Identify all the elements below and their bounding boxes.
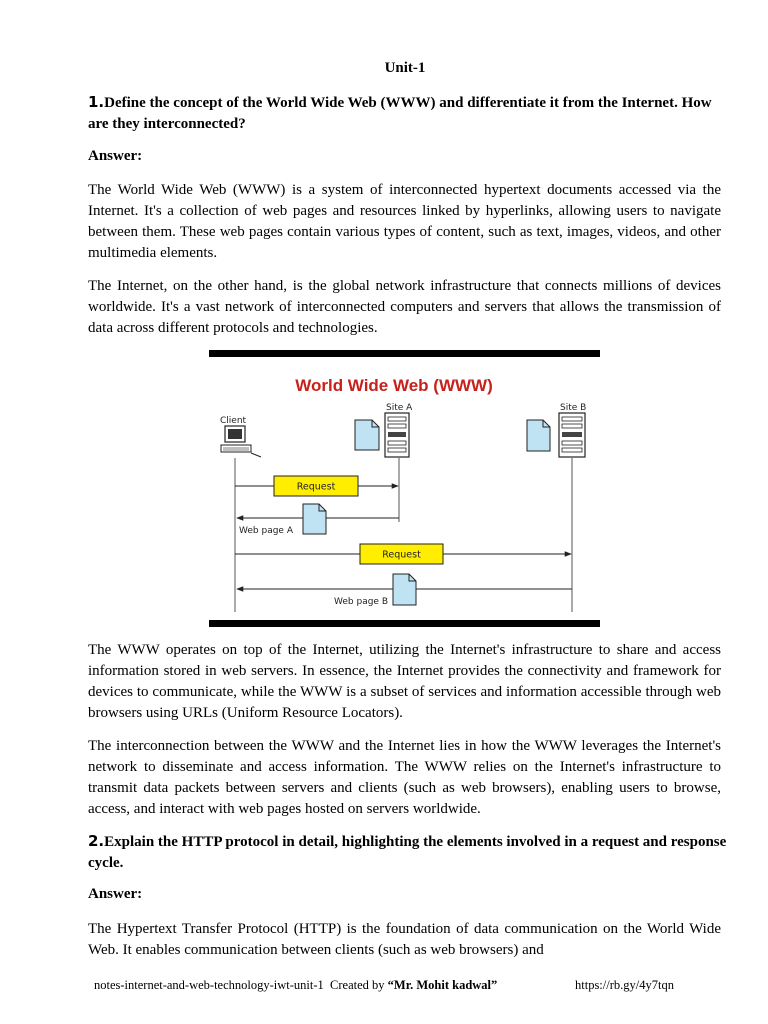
site-b-document-icon [527, 420, 550, 451]
diagram-top-bar [209, 350, 600, 357]
site-a-document-icon [355, 420, 379, 450]
www-diagram [209, 350, 601, 628]
footer-author: “Mr. Mohit kadwal” [387, 978, 498, 992]
diagram-bottom-bar [209, 620, 600, 627]
web-page-b-document-icon [393, 574, 416, 605]
site-b-label: Site B [560, 403, 587, 413]
answer-label-2: Answer: [88, 886, 143, 902]
question-1 [88, 92, 728, 135]
paragraph-www-operates: The WWW operates on top of the Internet, utilizing the Internet's infrastructure to share and access information stored in web servers. In essence, the Internet provides the connectivity and framework for devices to communicate, while the WWW is a subset of services and information accessible through web browsers using URLs (Uniform Resource Locators). [88, 642, 721, 721]
question-1-number: 1. [88, 93, 105, 111]
footer-url[interactable]: https://rb.gy/4y7tqn [575, 978, 674, 992]
question-2-number: 2. [88, 832, 105, 850]
request-1-label: Request [296, 481, 336, 493]
paragraph-http-intro: The Hypertext Transfer Protocol (HTTP) is the foundation of data communication on the World Wide Web. It enables communication between clients (such as web browsers) and [88, 921, 721, 958]
question-1-text: Define the concept of the World Wide Web (WWW) and differentiate it from the Internet. How are they interconnected? [88, 95, 712, 132]
paragraph-www-definition: The World Wide Web (WWW) is a system of interconnected hypertext documents accessed via the Internet. It's a collection of web pages and resources linked by hyperlinks, allowing users to navigate between them. These web pages contain various types of content, such as text, images, videos, and other multimedia elements. [88, 182, 721, 261]
answer-label-1: Answer: [88, 148, 143, 164]
web-page-a-label: Web page A [239, 526, 293, 536]
site-b-server-icon [559, 413, 585, 457]
question-2-text: Explain the HTTP protocol in detail, highlighting the elements involved in a request and response cycle. [88, 834, 727, 871]
web-page-b-label: Web page B [334, 597, 388, 607]
paragraph-internet-definition: The Internet, on the other hand, is the global network infrastructure that connects millions of devices worldwide. It's a vast network of interconnected computers and servers that allows the transmission of data across different protocols and technologies. [88, 278, 721, 336]
diagram-title: World Wide Web (WWW) [295, 376, 493, 395]
page-footer [94, 978, 674, 993]
question-2 [88, 831, 728, 874]
request-2-label: Request [382, 549, 421, 561]
client-computer-icon [221, 426, 261, 457]
unit-title: Unit-1 [384, 60, 426, 76]
site-a-server-icon [385, 413, 409, 457]
client-label: Client [220, 416, 247, 426]
paragraph-interconnection: The interconnection between the WWW and the Internet lies in how the WWW leverages the Internet's network to disseminate and access information. The WWW relies on the Internet's infrastructure to transmit data packets between servers and clients (such as web browsers), enabling users to browse, access, and interact with web pages hosted on servers worldwide. [88, 738, 721, 817]
site-a-label: Site A [386, 403, 413, 413]
web-page-a-document-icon [303, 504, 326, 534]
footer-source: notes-internet-and-web-technology-iwt-unit-1 [94, 978, 324, 992]
footer-created-by: Created by [330, 978, 385, 992]
